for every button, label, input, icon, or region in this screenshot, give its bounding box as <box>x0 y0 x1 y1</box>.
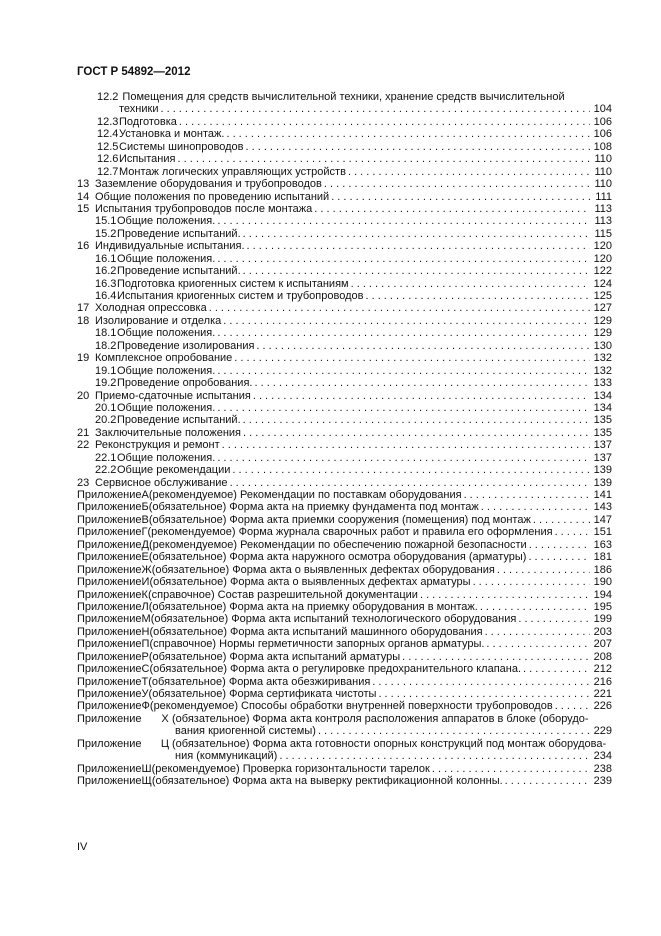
toc-leader-dots <box>481 501 590 513</box>
toc-leader-dots <box>420 589 590 601</box>
toc-entry[interactable] <box>77 302 612 314</box>
toc-entry-title: Реконструкция и ремонт <box>95 439 220 452</box>
toc-entry-page: 239 <box>593 775 612 788</box>
toc-leader-dots <box>160 103 590 115</box>
toc-entry[interactable] <box>77 191 612 203</box>
toc-entry-title: Холодная опрессовка <box>95 302 207 315</box>
toc-entry-page: 139 <box>593 464 612 477</box>
toc-leader-dots <box>217 402 590 414</box>
appendix-letter: Р <box>141 650 149 663</box>
appendix-letter: Л <box>141 600 149 613</box>
toc-leader-dots <box>217 365 590 377</box>
toc-entry-page: 132 <box>593 352 612 365</box>
toc-entry-title: Индивидуальные испытания. <box>95 240 245 253</box>
appendix-title: (обязательное) Форма акта контроля расположения аппаратов в блоке (оборудо- <box>172 712 589 725</box>
toc-leader-dots <box>217 452 590 464</box>
toc-appendix-entry[interactable] <box>77 626 612 638</box>
toc-entry[interactable] <box>77 128 612 140</box>
toc-entry-title: Заключительные положения <box>95 426 241 439</box>
appendix-title: (обязательное) Форма акта готовности опорных конструкций под монтаж оборудова- <box>172 737 607 750</box>
toc-entry-page: 194 <box>593 588 612 601</box>
toc-appendix-entry[interactable] <box>77 688 612 700</box>
toc-entry[interactable] <box>77 166 612 178</box>
toc-leader-dots <box>314 203 590 215</box>
toc-appendix-entry[interactable] <box>77 638 612 650</box>
document-header: ГОСТ Р 54892—2012 <box>77 66 191 78</box>
appendix-letter: С <box>141 663 150 676</box>
appendix-prefix: Приложение <box>77 675 142 688</box>
appendix-letter: К <box>141 588 148 601</box>
toc-entry[interactable] <box>77 178 612 190</box>
toc-entry-page: 110 <box>594 178 612 191</box>
appendix-title: (рекомендуемое) Проверка горизонтальности тарелок <box>151 762 430 775</box>
toc-entry-number: 13 <box>77 178 90 191</box>
toc-entry[interactable] <box>77 153 612 165</box>
toc-entry-title: Системы шинопроводов <box>119 140 244 153</box>
appendix-title: (обязательное) Форма акта испытаний технологического оборудования <box>150 613 517 626</box>
toc-leader-dots <box>222 439 590 451</box>
toc-entry-number: 22 <box>77 439 90 452</box>
toc-entry-page: 181 <box>593 551 612 564</box>
appendix-letter: Ф <box>141 700 150 713</box>
appendix-letter: В <box>141 513 149 526</box>
appendix-title: (обязательное) Форма акта на приемку фундамента под монтаж <box>148 501 479 514</box>
toc-leader-dots <box>243 427 590 439</box>
toc-entry[interactable] <box>77 340 612 352</box>
toc-entry-number: 16.4 <box>95 290 117 302</box>
toc-appendix-entry[interactable] <box>77 775 612 787</box>
appendix-title: (обязательное) Форма акта приемки сооружения (помещения) под монтаж <box>148 513 531 526</box>
appendix-title: (обязательное) Форма акта испытаний машинного оборудования <box>149 625 483 638</box>
toc-entry-page: 122 <box>593 265 612 278</box>
appendix-letter: Ц <box>160 737 170 750</box>
appendix-letter: Щ <box>141 775 152 788</box>
toc-appendix-entry[interactable] <box>77 676 612 688</box>
toc-entry[interactable] <box>77 215 612 227</box>
toc-entry-page: 221 <box>593 688 612 700</box>
toc-entry-page: 113 <box>594 202 612 215</box>
toc-appendix-entry[interactable] <box>77 613 612 625</box>
appendix-title: (обязательное) Форма акта обезжиривания <box>148 675 371 688</box>
toc-entry-number: 23 <box>77 476 90 489</box>
appendix-title: (обязательное) Форма акта на приемку оборудования в монтаж. <box>148 600 478 613</box>
toc-entry-number: 22.2 <box>95 464 117 477</box>
toc-entry-page: 186 <box>593 563 612 576</box>
toc-entry[interactable] <box>77 228 612 240</box>
toc-leader-dots <box>217 327 590 339</box>
toc-entry-page: 133 <box>593 377 612 390</box>
toc-entry-page: 238 <box>593 762 612 775</box>
appendix-prefix: Приложение <box>77 501 142 514</box>
appendix-prefix: Приложение <box>77 688 142 700</box>
appendix-prefix: Приложение <box>77 489 142 501</box>
appendix-letter: И <box>141 576 150 589</box>
appendix-prefix: Приложение <box>77 650 142 663</box>
toc-appendix-entry[interactable] <box>77 564 612 576</box>
toc-appendix-entry[interactable] <box>77 713 612 725</box>
toc-entry[interactable] <box>77 141 612 153</box>
toc-leader-dots <box>243 414 590 426</box>
toc-entry-number: 12.2 <box>97 91 119 103</box>
appendix-letter: П <box>141 638 150 651</box>
toc-leader-dots <box>247 240 590 252</box>
toc-entry-title: Помещения для средств вычислительной техники, хранение средств вычислительной <box>122 91 565 103</box>
toc-leader-dots <box>230 477 590 489</box>
toc-entry-page: 163 <box>593 538 612 551</box>
toc-entry-title: Заземление оборудования и трубопроводов <box>95 178 322 191</box>
toc-appendix-entry[interactable] <box>77 526 612 538</box>
toc-entry-title: Проведение испытаний. <box>117 227 241 240</box>
appendix-prefix: Приложение <box>77 775 142 788</box>
toc-entry-number: 12.4 <box>97 128 119 141</box>
toc-entry-number: 15 <box>77 202 90 215</box>
appendix-prefix: Приложение <box>77 625 142 638</box>
toc-entry-title: Общие положения. <box>117 215 216 228</box>
toc-entry-page: 207 <box>593 638 612 651</box>
toc-entry-continuation[interactable] <box>77 103 612 115</box>
toc-entry-title: Испытания трубопроводов после монтажа <box>95 202 313 215</box>
toc-entry[interactable] <box>77 315 612 327</box>
toc-entry-title: Подготовка криогенных систем к испытаниям <box>117 277 349 290</box>
toc-appendix-entry[interactable] <box>77 501 612 513</box>
toc-entry[interactable] <box>77 352 612 364</box>
toc-leader-dots <box>432 763 590 775</box>
appendix-letter: Д <box>141 538 149 551</box>
toc-entry-page: 199 <box>593 613 612 626</box>
toc-entry-page: 134 <box>593 389 612 402</box>
toc-leader-dots <box>177 153 590 165</box>
toc-entry[interactable] <box>77 439 612 451</box>
toc-entry-number: 16 <box>77 240 90 253</box>
toc-entry-number: 20.1 <box>95 401 117 414</box>
appendix-letter: Б <box>141 501 149 514</box>
toc-entry-page: 190 <box>593 576 612 589</box>
toc-leader-dots <box>254 377 590 389</box>
toc-entry-number: 16.1 <box>95 252 117 265</box>
toc-entry-page: 137 <box>593 439 612 452</box>
appendix-prefix: Приложение <box>77 663 142 676</box>
toc-appendix-entry[interactable] <box>77 763 612 775</box>
toc-entry-number: 21 <box>77 426 90 439</box>
toc-entry[interactable] <box>77 203 612 215</box>
toc-appendix-continuation[interactable] <box>77 725 612 737</box>
toc-appendix-entry[interactable] <box>77 514 612 526</box>
toc-entry-number: 12.5 <box>97 140 119 153</box>
page-number: IV <box>77 841 88 853</box>
toc-leader-dots <box>523 663 590 675</box>
appendix-prefix: Приложение <box>77 712 142 725</box>
toc-entry-page: 137 <box>593 451 612 464</box>
toc-entry-page: 106 <box>593 128 612 141</box>
toc-leader-dots <box>486 638 590 650</box>
toc-entry-title: Монтаж логических управляющих устройств <box>119 165 346 178</box>
appendix-prefix: Приложение <box>77 613 142 626</box>
toc-leader-dots <box>485 626 590 638</box>
toc-leader-dots <box>518 613 590 625</box>
toc-entry-page: 139 <box>593 476 612 489</box>
toc-entry-number: 19 <box>77 352 90 365</box>
toc-entry-page: 151 <box>593 526 612 539</box>
toc-leader-dots <box>226 128 590 140</box>
toc-entry[interactable] <box>77 290 612 302</box>
toc-entry[interactable] <box>77 265 612 277</box>
toc-entry-page: 195 <box>593 600 612 613</box>
appendix-title: (справочное) Нормы герметичности запорных органов арматуры. <box>149 638 485 651</box>
toc-leader-dots <box>529 539 590 551</box>
appendix-letter: Ж <box>141 563 152 576</box>
toc-entry-page: 216 <box>593 675 612 688</box>
toc-entry-page: 135 <box>593 414 612 427</box>
toc-entry-page: 132 <box>593 364 612 377</box>
toc-entry-page: 147 <box>593 513 612 526</box>
toc-entry-page: 229 <box>593 725 612 738</box>
appendix-letter: Х <box>161 712 169 725</box>
toc-entry-title: Проведение испытаний. <box>117 265 241 278</box>
toc-leader-dots <box>279 750 590 762</box>
toc-entry[interactable] <box>77 414 612 426</box>
appendix-letter: У <box>141 688 149 700</box>
toc-leader-dots <box>245 141 590 153</box>
appendix-title: (рекомендуемое) Рекомендации по обеспечению пожарной безопасности <box>148 538 527 551</box>
toc-leader-dots <box>318 725 590 737</box>
appendix-letter: Ш <box>141 762 152 775</box>
toc-appendix-entry[interactable] <box>77 539 612 551</box>
toc-leader-dots <box>223 315 590 327</box>
appendix-prefix: Приложение <box>77 513 142 526</box>
toc-entry-page: 113 <box>594 215 612 228</box>
appendix-prefix: Приложение <box>77 638 142 651</box>
toc-leader-dots <box>234 352 590 364</box>
toc-leader-dots <box>372 676 590 688</box>
toc-leader-dots <box>497 564 590 576</box>
toc-leader-dots <box>351 278 590 290</box>
toc-entry-title: Общие положения. <box>117 252 216 265</box>
toc-leader-dots <box>378 688 590 700</box>
appendix-title: (обязательное) Форма акта о регулировке предохранительного клапана. <box>149 663 522 676</box>
appendix-letter: М <box>141 613 151 626</box>
appendix-title: (обязательное) Форма акта о выявленных дефектах оборудования <box>151 563 495 576</box>
toc-appendix-entry[interactable] <box>77 589 612 601</box>
appendix-prefix: Приложение <box>77 762 142 775</box>
toc-entry-title-cont: техники <box>119 103 159 116</box>
appendix-letter: Г <box>141 526 148 539</box>
toc-entry-title: Изолирование и отделка <box>95 314 222 327</box>
appendix-title: (обязательное) Форма акта наружного осмотра оборудования (арматуры) <box>148 551 527 564</box>
toc-entry-page: 208 <box>593 650 612 663</box>
toc-entry[interactable] <box>77 377 612 389</box>
toc-entry-page: 124 <box>593 277 612 290</box>
toc-leader-dots <box>505 775 590 787</box>
toc-entry-number: 22.1 <box>95 451 117 464</box>
toc-leader-dots <box>365 290 590 302</box>
toc-entry-number: 12.3 <box>97 115 119 128</box>
toc-entry-page: 111 <box>595 190 612 203</box>
toc-entry-title: Испытания криогенных систем и трубопроводов <box>117 290 364 302</box>
toc-appendix-entry[interactable] <box>77 576 612 588</box>
appendix-prefix: Приложение <box>77 600 142 613</box>
toc-appendix-entry[interactable] <box>77 700 612 712</box>
toc-entry-number: 17 <box>77 302 90 315</box>
toc-entry-page: 141 <box>593 489 612 501</box>
toc-entry-number: 16.3 <box>95 277 117 290</box>
toc-entry-title: Проведение изолирования <box>117 339 255 352</box>
toc-entry-page: 234 <box>593 750 612 763</box>
toc-leader-dots <box>555 700 590 712</box>
toc-appendix-entry[interactable] <box>77 601 612 613</box>
appendix-title-cont: вания криогенной системы) <box>175 725 316 738</box>
appendix-prefix: Приложение <box>77 551 142 564</box>
toc-entry-number: 18 <box>77 314 90 327</box>
toc-entry-number: 18.2 <box>95 339 117 352</box>
appendix-prefix: Приложение <box>77 526 142 539</box>
toc-entry-page: 120 <box>593 252 612 265</box>
toc-entry-page: 226 <box>593 700 612 713</box>
toc-entry-number: 15.1 <box>95 215 117 228</box>
toc-leader-dots <box>528 551 590 563</box>
toc-entry-title: Общие рекомендации <box>117 464 231 477</box>
toc-entry-number: 14 <box>77 190 90 203</box>
toc-appendix-entry[interactable] <box>77 489 612 501</box>
toc-entry[interactable] <box>77 240 612 252</box>
appendix-title: (рекомендуемое) Способы обработки внутренней поверхности трубопроводов <box>149 700 553 713</box>
toc-entry-page: 125 <box>593 290 612 302</box>
toc-entry-number: 19.1 <box>95 364 117 377</box>
appendix-prefix: Приложение <box>77 563 142 576</box>
toc-entry-page: 104 <box>593 103 612 116</box>
appendix-prefix: Приложение <box>77 588 142 601</box>
toc-entry-title: Установка и монтаж. <box>119 128 225 141</box>
toc-leader-dots <box>217 253 590 265</box>
toc-entry-number: 19.2 <box>95 377 117 390</box>
toc-entry-title: Общие положения. <box>117 401 216 414</box>
toc-entry-title: Общие положения по проведению испытаний <box>95 190 330 203</box>
toc-entry-page: 108 <box>593 140 612 153</box>
toc-entry-page: 130 <box>593 339 612 352</box>
toc-entry-number: 15.2 <box>95 227 117 240</box>
toc-leader-dots <box>256 340 590 352</box>
toc-entry-title: Испытания <box>119 153 176 166</box>
toc-leader-dots <box>243 228 590 240</box>
toc-appendix-entry[interactable] <box>77 651 612 663</box>
appendix-title: (обязательное) Форма акта на выверку ректификационной колонны. <box>151 775 503 788</box>
toc-entry-page: 143 <box>593 501 612 514</box>
appendix-title: (обязательное) Форма акта о выявленных дефектах арматуры <box>149 576 471 589</box>
toc-entry-title: Общие положения. <box>117 327 216 340</box>
toc-leader-dots <box>209 302 590 314</box>
appendix-letter: А <box>141 489 149 501</box>
toc-entry-title: Общие положения. <box>117 451 216 464</box>
toc-entry[interactable] <box>77 402 612 414</box>
toc-leader-dots <box>473 576 590 588</box>
toc-entry-page: 106 <box>593 115 612 128</box>
toc-entry-number: 20.2 <box>95 414 117 427</box>
appendix-letter: Т <box>141 675 149 688</box>
toc-entry[interactable] <box>77 116 612 128</box>
appendix-title: (рекомендуемое) Форма журнала сварочных работ и правила его оформления <box>147 526 553 539</box>
appendix-title-cont: ния (коммуникаций) <box>175 750 278 763</box>
appendix-prefix: Приложение <box>77 737 142 750</box>
toc-entry-title: Проведение испытаний. <box>117 414 241 427</box>
toc-leader-dots <box>179 116 590 128</box>
toc-entry-page: 110 <box>594 153 612 166</box>
appendix-prefix: Приложение <box>77 700 142 713</box>
toc-entry-page: 212 <box>593 663 612 676</box>
appendix-letter: Е <box>141 551 149 564</box>
toc-entry[interactable] <box>77 327 612 339</box>
toc-entry-page: 134 <box>593 401 612 414</box>
toc-leader-dots <box>331 191 590 203</box>
appendix-letter: Н <box>141 625 150 638</box>
appendix-title: (обязательное) Форма акта испытаний арматуры <box>148 650 401 663</box>
toc-leader-dots <box>324 178 590 190</box>
toc-entry[interactable] <box>77 253 612 265</box>
toc-entry-title: Комплексное опробование <box>95 352 233 365</box>
toc-entry-page: 110 <box>594 165 612 178</box>
toc-entry-number: 16.2 <box>95 265 117 278</box>
toc-entry[interactable] <box>77 390 612 402</box>
appendix-title: (справочное) Состав разрешительной документации <box>147 588 418 601</box>
toc-entry-title: Подготовка <box>119 115 177 128</box>
toc-entry[interactable] <box>77 365 612 377</box>
toc-leader-dots <box>555 526 590 538</box>
appendix-prefix: Приложение <box>77 576 142 589</box>
toc-entry[interactable] <box>77 464 612 476</box>
toc-entry-page: 127 <box>593 302 612 315</box>
appendix-title: (рекомендуемое) Рекомендации по поставкам оборудования <box>148 489 462 501</box>
table-of-contents <box>77 91 612 788</box>
toc-appendix-entry[interactable] <box>77 551 612 563</box>
toc-entry-title: Общие положения. <box>117 364 216 377</box>
toc-entry-number: 12.7 <box>97 165 119 178</box>
toc-entry-page: 115 <box>594 227 612 240</box>
toc-entry-title: Приемо-сдаточные испытания <box>95 389 251 402</box>
toc-appendix-entry[interactable] <box>77 738 612 750</box>
toc-entry-page: 129 <box>593 314 612 327</box>
toc-entry-page: 203 <box>593 625 612 638</box>
toc-entry-page: 120 <box>593 240 612 253</box>
toc-leader-dots <box>402 651 590 663</box>
toc-entry-page: 135 <box>593 426 612 439</box>
toc-entry-title: Проведение опробования. <box>117 377 253 390</box>
toc-entry[interactable] <box>77 427 612 439</box>
toc-entry[interactable] <box>77 91 612 103</box>
toc-leader-dots <box>243 265 590 277</box>
toc-leader-dots <box>217 215 590 227</box>
toc-appendix-entry[interactable] <box>77 663 612 675</box>
appendix-title: (обязательное) Форма сертификата чистоты <box>148 688 377 700</box>
toc-appendix-continuation[interactable] <box>77 750 612 762</box>
toc-leader-dots <box>464 489 590 501</box>
appendix-prefix: Приложение <box>77 538 142 551</box>
toc-leader-dots <box>480 601 590 613</box>
toc-entry-number: 20 <box>77 389 90 402</box>
toc-entry-title: Сервисное обслуживание <box>95 476 228 489</box>
toc-leader-dots <box>253 390 590 402</box>
toc-entry[interactable] <box>77 452 612 464</box>
toc-leader-dots <box>348 166 590 178</box>
toc-entry[interactable] <box>77 477 612 489</box>
toc-entry-number: 12.6 <box>97 153 119 166</box>
toc-leader-dots <box>533 514 590 526</box>
toc-entry-page: 129 <box>593 327 612 340</box>
toc-entry[interactable] <box>77 278 612 290</box>
toc-leader-dots <box>232 464 590 476</box>
toc-entry-number: 18.1 <box>95 327 117 340</box>
